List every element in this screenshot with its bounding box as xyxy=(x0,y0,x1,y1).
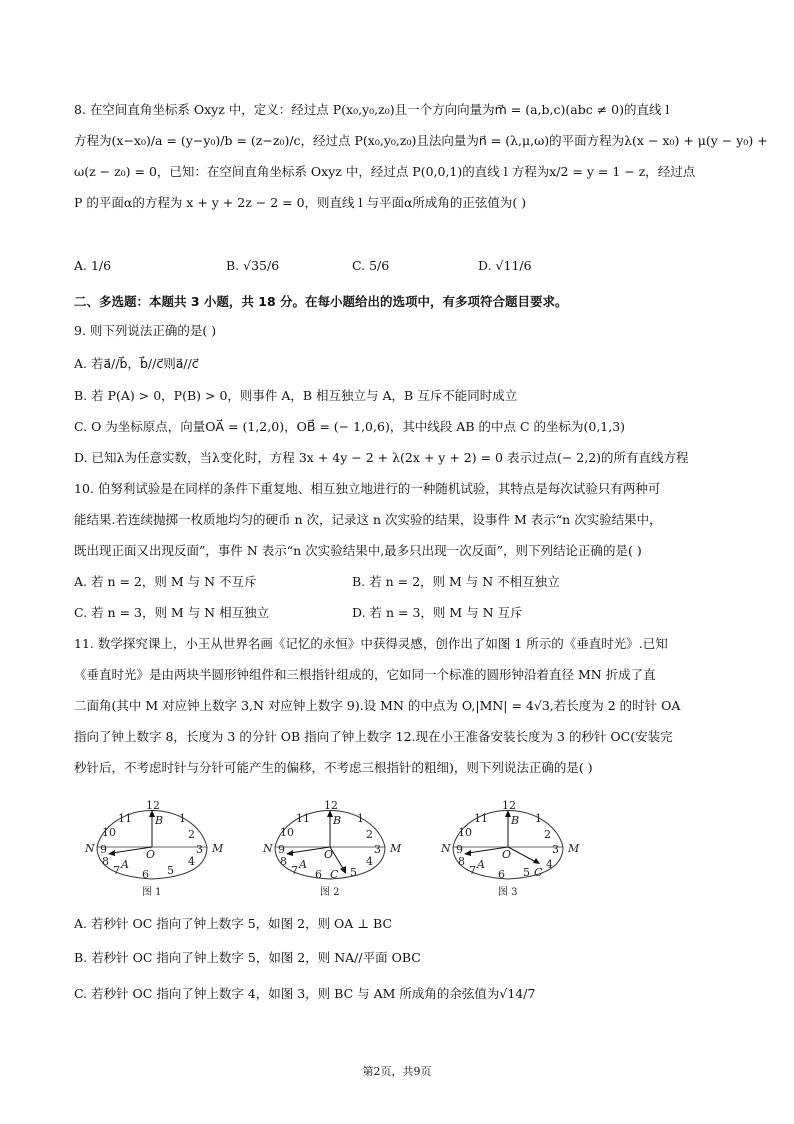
q9-option-d: D. 已知λ为任意实数，当λ变化时，方程 3x + 4y − 2 + λ(2x + y + 2) = 0 表示过点(− 2,2)的所有直线方程 xyxy=(74,450,689,465)
label-n: N xyxy=(441,842,451,855)
numeral-11: 11 xyxy=(118,812,132,825)
label-c: C xyxy=(534,866,543,879)
q10-option-d: D. 若 n = 3，则 M 与 N 互斥 xyxy=(352,605,523,620)
label-m: M xyxy=(390,842,402,855)
q8-option-b: B. √35/6 xyxy=(226,258,280,273)
label-m: M xyxy=(212,842,224,855)
numeral-11: 11 xyxy=(296,812,310,825)
numeral-8: 8 xyxy=(280,855,287,868)
q8-option-d: D. √11/6 xyxy=(478,258,532,273)
hour-hand-arrow xyxy=(286,850,293,856)
caption-figure-2: 图 2 xyxy=(320,887,340,898)
numeral-12: 12 xyxy=(502,799,516,812)
figure-3 xyxy=(438,796,588,900)
numeral-10: 10 xyxy=(458,826,472,839)
q9-stem: 9. 则下列说法正确的是( ) xyxy=(74,323,217,338)
q11-option-c: C. 若秒针 OC 指向了钟上数字 4，如图 3，则 BC 与 AM 所成角的余弦值为√14/7 xyxy=(74,986,536,1001)
numeral-3: 3 xyxy=(196,843,203,856)
q8-line-4: P 的平面α的方程为 x + y + 2z − 2 = 0，则直线 l 与平面α所成角的正弦值为( ) xyxy=(74,195,527,210)
q10-option-b: B. 若 n = 2，则 M 与 N 不相互独立 xyxy=(352,574,560,589)
q11-option-b: B. 若秒针 OC 指向了钟上数字 5，如图 2，则 NA//平面 OBC xyxy=(74,950,421,965)
clock-figures xyxy=(82,796,642,900)
numeral-5: 5 xyxy=(523,866,530,879)
numeral-8: 8 xyxy=(102,855,109,868)
q11-line-1: 11. 数学探究课上，小王从世界名画《记忆的永恒》中获得灵感，创作出了如图 1 所示的《垂直时光》.已知 xyxy=(74,636,668,651)
q8-options xyxy=(74,258,714,274)
q11-option-a: A. 若秒针 OC 指向了钟上数字 5，如图 2，则 OA ⊥ BC xyxy=(74,916,393,931)
label-a: A xyxy=(121,858,129,871)
q8-line-1: 8. 在空间直角坐标系 Oxyz 中，定义：经过点 P(x₀,y₀,z₀)且一个方向向量为m⃗ = (a,b,c)(abc ≠ 0)的直线 l xyxy=(74,102,670,117)
numeral-9: 9 xyxy=(456,843,463,856)
q8-line-3: ω(z − z₀) = 0，已知：在空间直角坐标系 Oxyz 中，经过点 P(0,0,1)的直线 l 方程为x/2 = y = 1 − z，经过点 xyxy=(74,164,696,179)
q9-option-b: B. 若 P(A) > 0，P(B) > 0，则事件 A，B 相互独立与 A，B 互斥不能同时成立 xyxy=(74,388,518,403)
numeral-7: 7 xyxy=(291,864,298,877)
q10-option-c: C. 若 n = 3，则 M 与 N 相互独立 xyxy=(74,605,270,620)
numeral-2: 2 xyxy=(188,828,195,841)
second-hand-oc xyxy=(508,847,536,862)
second-hand-arrow xyxy=(340,866,346,874)
numeral-2: 2 xyxy=(544,828,551,841)
figure-1 xyxy=(82,796,232,900)
numeral-7: 7 xyxy=(469,864,476,877)
q8-option-a: A. 1/6 xyxy=(74,258,112,273)
q11-line-5: 秒针后，不考虑时针与分针可能产生的偏移，不考虑三根指针的粗细)，则下列说法正确的是( ) xyxy=(74,760,593,775)
q9-option-a: A. 若a⃗//b⃗，b⃗//c⃗则a⃗//c⃗ xyxy=(74,356,199,371)
label-o: O xyxy=(324,848,334,861)
caption-figure-3: 图 3 xyxy=(498,887,518,898)
q10-line-1: 10. 伯努利试验是在同样的条件下重复地、相互独立地进行的一种随机试验，其特点是每次试验只有两种可 xyxy=(74,481,661,496)
numeral-1: 1 xyxy=(179,812,186,825)
numeral-12: 12 xyxy=(324,799,338,812)
q8-option-c: C. 5/6 xyxy=(352,258,390,273)
numeral-5: 5 xyxy=(350,866,357,879)
q11-line-2: 《垂直时光》是由两块半圆形钟组件和三根指针组成的，它如同一个标准的圆形钟沿着直径 MN 折成了直 xyxy=(74,667,656,682)
numeral-10: 10 xyxy=(102,826,116,839)
numeral-2: 2 xyxy=(366,828,373,841)
label-n: N xyxy=(85,842,95,855)
numeral-6: 6 xyxy=(498,868,505,881)
numeral-6: 6 xyxy=(315,868,322,881)
label-c: C xyxy=(330,868,339,881)
numeral-9: 9 xyxy=(278,843,285,856)
caption-figure-1: 图 1 xyxy=(142,887,162,898)
numeral-1: 1 xyxy=(357,812,364,825)
numeral-8: 8 xyxy=(458,855,465,868)
numeral-4: 4 xyxy=(188,855,195,868)
label-b: B xyxy=(155,814,164,827)
q10-options-row-1 xyxy=(74,574,714,590)
q10-line-2: 能结果.若连续抛掷一枚质地均匀的硬币 n 次，记录这 n 次实验的结果，设事件 M 表示“n 次实验结果中， xyxy=(74,512,662,527)
numeral-12: 12 xyxy=(146,799,160,812)
label-m: M xyxy=(568,842,580,855)
label-b: B xyxy=(333,814,342,827)
numeral-1: 1 xyxy=(535,812,542,825)
numeral-7: 7 xyxy=(113,864,120,877)
q11-line-3: 二面角(其中 M 对应钟上数字 3,N 对应钟上数字 9).设 MN 的中点为 O,|MN| = 4√3,若长度为 2 的时针 OA xyxy=(74,698,681,713)
numeral-9: 9 xyxy=(100,843,107,856)
numeral-4: 4 xyxy=(366,855,373,868)
q11-line-4: 指向了钟上数字 8，长度为 3 的分针 OB 指向了钟上数字 12.现在小王准备安装长度为 3 的秒针 OC(安装完 xyxy=(74,729,673,744)
label-a: A xyxy=(477,858,485,871)
numeral-5: 5 xyxy=(167,864,174,877)
q9-option-c: C. O 为坐标原点，向量OA⃗ = (1,2,0)，OB⃗ = (− 1,0,6)，其中线段 AB 的中点 C 的坐标为(0,1,3) xyxy=(74,419,626,434)
numeral-3: 3 xyxy=(374,843,381,856)
hour-hand-arrow xyxy=(464,850,471,856)
section-heading: 二、多选题：本题共 3 小题，共 18 分。在每小题给出的选项中，有多项符合题目要求。 xyxy=(74,294,568,309)
label-b: B xyxy=(511,814,520,827)
label-o: O xyxy=(146,848,156,861)
q8-line-2: 方程为(x−x₀)/a = (y−y₀)/b = (z−z₀)/c，经过点 P(x₀,y₀,z₀)且法向量为n⃗ = (λ,μ,ω)的平面方程为λ(x − x₀) + μ(y − y₀) + xyxy=(74,133,768,148)
q10-option-a: A. 若 n = 2，则 M 与 N 不互斥 xyxy=(74,574,257,589)
label-o: O xyxy=(502,848,512,861)
numeral-11: 11 xyxy=(474,812,488,825)
numeral-3: 3 xyxy=(552,843,559,856)
page-footer: 第2页，共9页 xyxy=(362,1065,432,1078)
figure-2 xyxy=(260,796,410,900)
q10-options-row-2 xyxy=(74,605,714,621)
numeral-6: 6 xyxy=(142,868,149,881)
numeral-10: 10 xyxy=(280,826,294,839)
numeral-4: 4 xyxy=(546,858,553,871)
label-n: N xyxy=(263,842,273,855)
hour-hand-arrow xyxy=(108,850,115,856)
q10-line-3: 既出现正面又出现反面”，事件 N 表示“n 次实验结果中,最多只出现一次反面”，则下列结论正确的是( ) xyxy=(74,543,642,558)
label-a: A xyxy=(299,858,307,871)
